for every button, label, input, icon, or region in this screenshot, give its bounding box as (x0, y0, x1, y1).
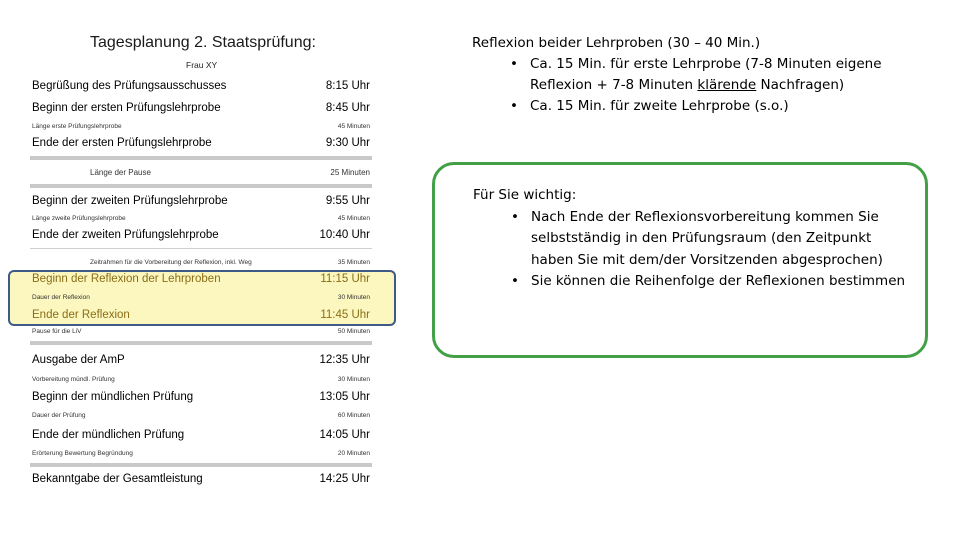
list-item: • Sie können die Reihenfolge der Reflexionen bestimmen (473, 271, 913, 293)
schedule-title: Tagesplanung 2. Staatsprüfung: (90, 34, 316, 51)
bullet-icon: • (510, 98, 518, 114)
list-item: • Ca. 15 Min. für erste Lehrprobe (7-8 Minuten eigene Reflexion + 7-8 Minuten klärende Nachfragen) (510, 56, 882, 93)
schedule-subtitle: Frau XY (186, 60, 218, 70)
schedule-image: Tagesplanung 2. Staatsprüfung: Frau XY Begrüßung des Prüfungsausschusses 8:15 Uhr Beginn der ersten Prüfungslehrprobe 8:45 Uhr Länge erste Prüfungslehrprobe 45 Minuten Ende der ersten Prüfungslehrprobe 9:30 Uhr Länge der Pause 25 Minuten Beginn der zweiten Prüfungslehrprobe 9:55 Uhr Länge zweite Prüfungslehrprobe 45 Minuten Ende der zweiten Prüfungslehrprobe 10:40 Uhr Zeitrahmen für die Vorbereitung der Reflexion, inkl. Weg 35 Minuten Beginn der Reflexion der Lehrproben 11:15 Uhr Dauer der Reflexion 30 Minuten Ende der Reflexion 11:45 Uhr Pause für die LiV 50 Minuten Ausgabe der AmP 12:35 Uhr Vorbereitung mündl. Prüfung 30 Minuten Beginn der mündlichen Prüfung 13:05 Uhr Dauer der Prüfung 60 Minuten Ende der mündlichen Prüfung 14:05 Uhr Erörterung Bewertung Begründung 20 Minuten Bekanntgabe der Gesamtleistung 14:25 Uhr (0, 0, 400, 540)
divider (30, 341, 372, 345)
important-box (432, 162, 928, 358)
important-list (473, 207, 913, 293)
bullet-icon: • (511, 273, 519, 289)
list-item: • Nach Ende der Reflexionsvorbereitung kommen Sie selbstständig in den Prüfungsraum (den Zeitpunkt haben Sie mit dem/der Vorsitzenden abgesprochen) (511, 208, 883, 268)
reflexion-section (472, 33, 942, 117)
bullet-icon: • (510, 56, 518, 72)
divider (30, 248, 372, 249)
list-item: • Ca. 15 Min. für zweite Lehrprobe (s.o.) (472, 96, 942, 117)
reflexion-heading: Reflexion beider Lehrproben (30 – 40 Min.) (472, 35, 761, 51)
divider (30, 156, 372, 160)
reflexion-list (472, 54, 942, 117)
important-heading: Für Sie wichtig: (473, 187, 577, 203)
bullet-icon: • (511, 208, 519, 225)
divider (30, 184, 372, 188)
divider (30, 463, 372, 467)
